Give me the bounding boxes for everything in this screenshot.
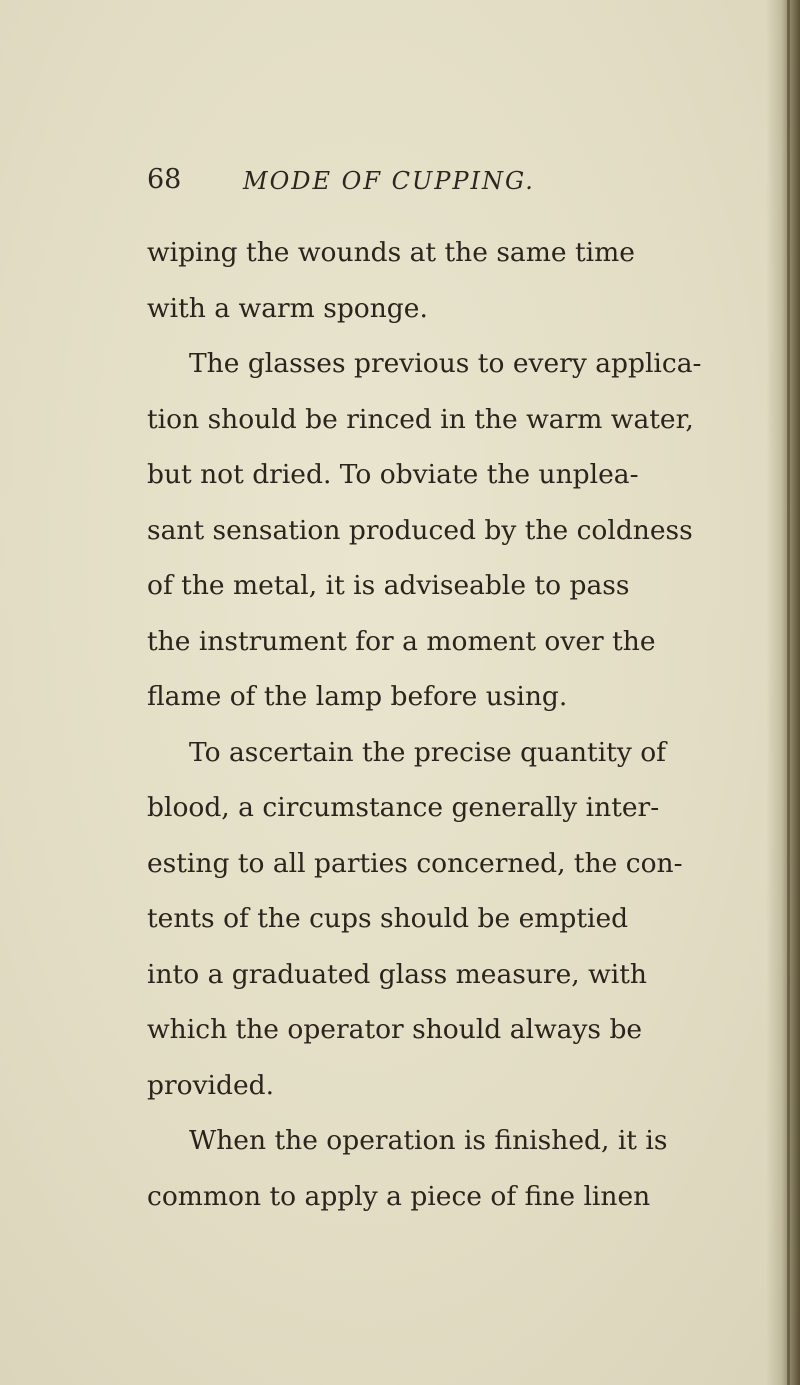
text-line: but not dried. To obviate the unplea- [147, 459, 639, 490]
text-line: esting to all parties concerned, the con- [147, 847, 683, 879]
text-line: the instrument for a moment over the [147, 625, 656, 657]
text-line: of the metal, it is adviseable to pass [147, 570, 630, 601]
text-line: sant sensation produced by the coldness [147, 514, 693, 546]
text-line: common to apply a piece of fine linen [147, 1180, 651, 1212]
text-line: tents of the cups should be emptied [147, 903, 629, 934]
text-line: into a graduated glass measure, with [147, 958, 647, 990]
text-line: with a warm sponge. [147, 292, 428, 324]
text-line: provided. [147, 1069, 275, 1101]
text-line: flame of the lamp before using. [147, 681, 568, 712]
text-line: When the operation is finished, it is [189, 1125, 668, 1156]
text-line: tion should be rinced in the warm water, [147, 403, 694, 435]
text-line: which the operator should always be [147, 1014, 643, 1045]
text-line: To ascertain the precise quantity of [189, 736, 666, 768]
text-line: wiping the wounds at the same time [147, 237, 635, 268]
text-line: The glasses previous to every applica- [189, 348, 702, 379]
page-number: 68 [147, 164, 182, 195]
body-text [147, 225, 777, 1224]
running-title: MODE OF CUPPING. [243, 167, 535, 195]
page-header [147, 160, 767, 200]
page-edge-line [787, 0, 790, 1385]
text-line: blood, a circumstance generally inter- [147, 792, 660, 823]
